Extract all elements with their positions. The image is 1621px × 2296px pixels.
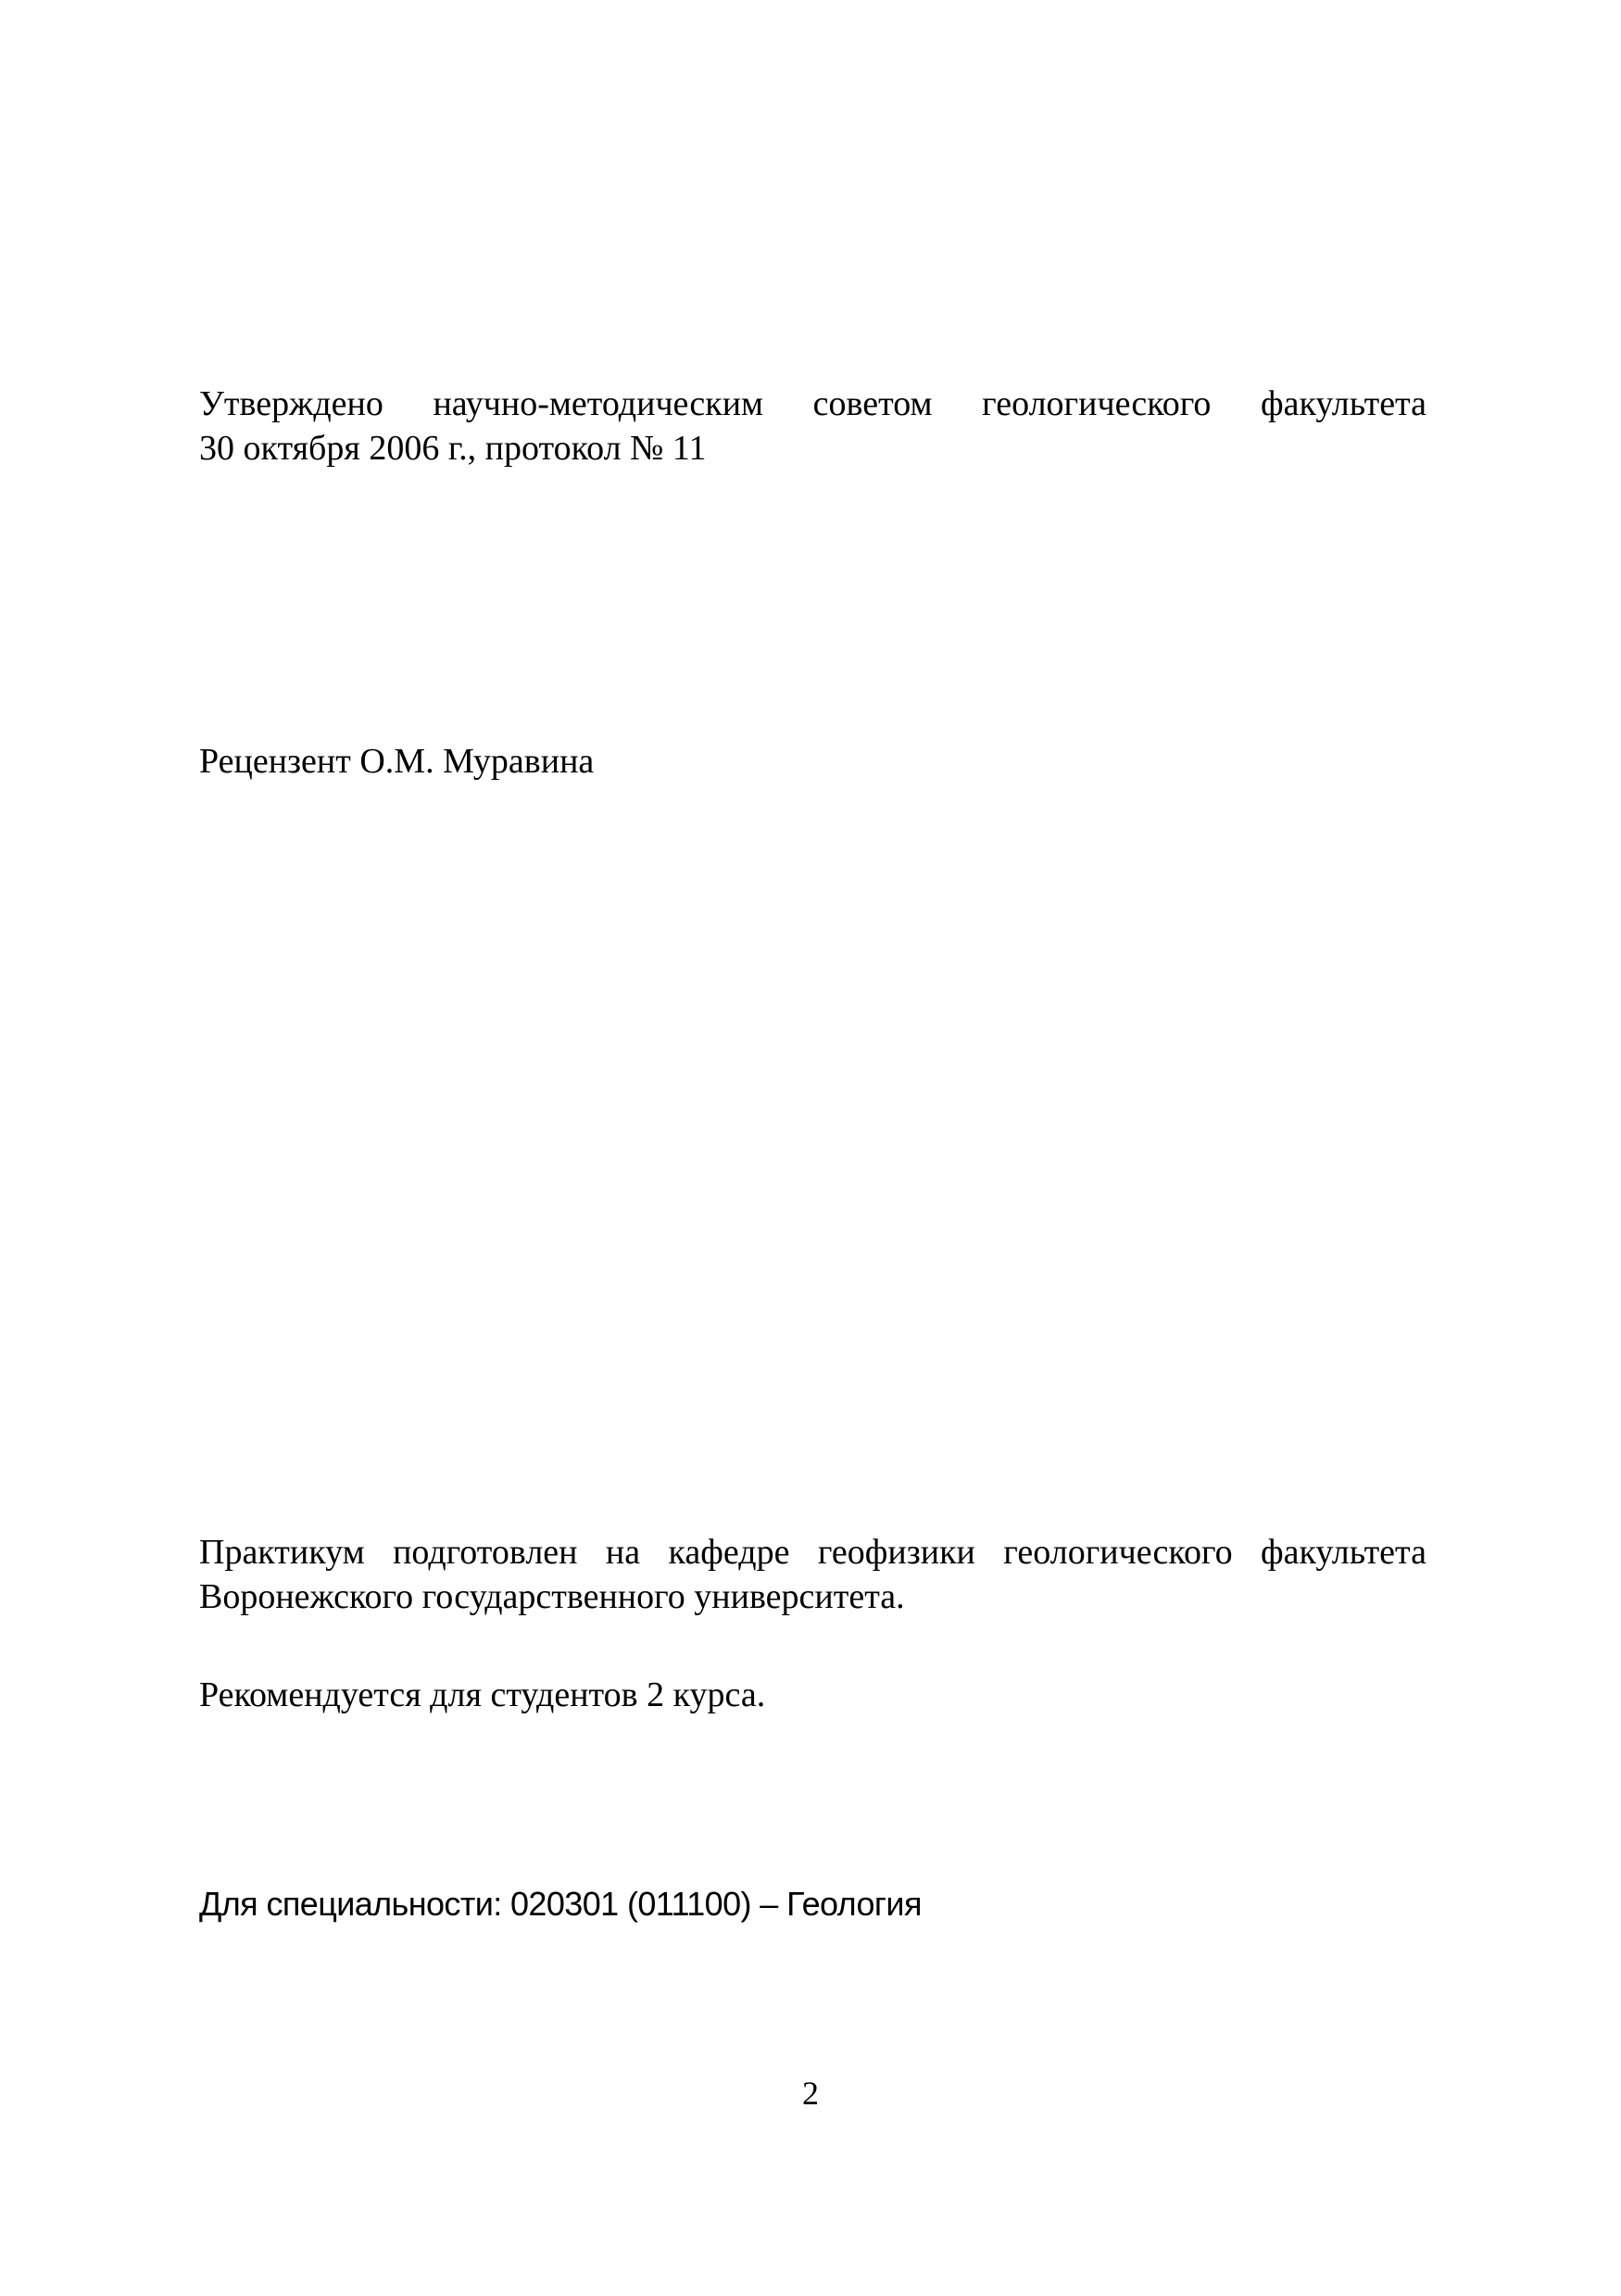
recommended-text: Рекомендуется для студентов 2 курса. <box>199 1675 766 1714</box>
prepared-line-2: Воронежского государственного университета. <box>199 1577 905 1616</box>
recommended-note <box>199 1673 1426 1717</box>
approval-note <box>199 382 1426 470</box>
approval-line-1: Утверждено научно-методическим советом геологического факультета <box>199 384 1426 423</box>
reviewer-text: Рецензент О.М. Муравина <box>199 742 595 781</box>
prepared-note <box>199 1530 1426 1619</box>
specialty-note: Для специальности: 020301 (011100) – Геология <box>199 1885 922 1923</box>
reviewer-note <box>199 739 1426 784</box>
approval-line-2: 30 октября 2006 г., протокол № 11 <box>199 429 707 468</box>
prepared-line-1: Практикум подготовлен на кафедре геофизики геологического факультета <box>199 1533 1426 1572</box>
page-number: 2 <box>802 2075 819 2112</box>
